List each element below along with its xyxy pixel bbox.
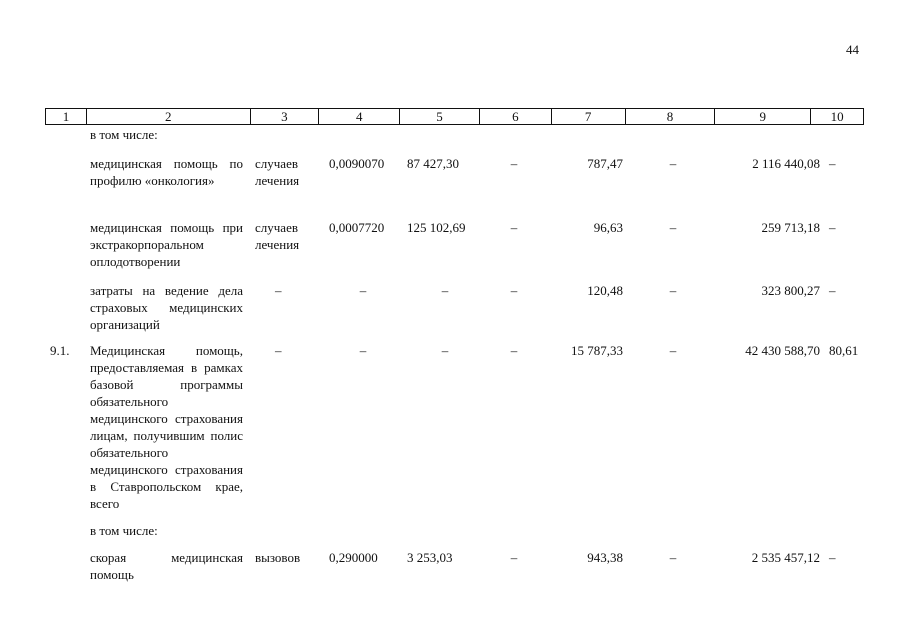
header-cell-9: 9 <box>715 109 811 124</box>
row-col9: 323 800,27 <box>761 283 820 298</box>
header-cell-7: 7 <box>552 109 626 124</box>
row-col5: 125 102,69 <box>407 220 466 235</box>
row-number: 9.1. <box>50 343 70 358</box>
row-col6: – <box>510 156 518 171</box>
row-col4: 0,0007720 <box>329 220 385 235</box>
row-col7: 15 787,33 <box>571 343 623 358</box>
row-col6: – <box>510 550 518 565</box>
row-col8: – <box>669 550 677 565</box>
row-col5: 87 427,30 <box>407 156 459 171</box>
row-col4: – <box>359 343 367 358</box>
row-col10: – <box>829 156 836 171</box>
row-col6: – <box>510 283 518 298</box>
row-col8: – <box>669 220 677 235</box>
row-col6: – <box>510 220 518 235</box>
row-unit: случаев лечения <box>255 156 300 188</box>
row-unit: вызовов <box>255 550 301 565</box>
row-name: в том числе: <box>90 523 158 538</box>
row-col9: 2 535 457,12 <box>751 550 820 565</box>
row-unit: – <box>275 283 282 298</box>
header-cell-8: 8 <box>626 109 716 124</box>
header-cell-10: 10 <box>830 109 844 124</box>
row-col10: – <box>829 283 836 298</box>
row-col4: 0,290000 <box>329 550 378 565</box>
row-col7: 787,47 <box>587 156 623 171</box>
row-col10: – <box>829 550 836 565</box>
row-name: затраты на ведение дела страховых медицинских организаций <box>90 283 243 332</box>
row-col8: – <box>669 343 677 358</box>
page-number: 44 <box>846 42 859 57</box>
row-col8: – <box>669 283 677 298</box>
row-col8: – <box>669 156 677 171</box>
row-col6: – <box>510 343 518 358</box>
row-col9: 259 713,18 <box>761 220 820 235</box>
row-name: скорая медицинская помощь <box>90 550 243 582</box>
row-col9: 42 430 588,70 <box>745 343 820 358</box>
row-col4: 0,0090070 <box>329 156 385 171</box>
header-cell-6: 6 <box>480 109 552 124</box>
row-name: в том числе: <box>90 127 158 142</box>
row-unit: – <box>275 343 282 358</box>
row-col7: 943,38 <box>587 550 623 565</box>
row-col9: 2 116 440,08 <box>752 156 820 171</box>
header-cell-2: 2 <box>87 109 251 124</box>
row-col5: – <box>441 343 449 358</box>
row-col4: – <box>359 283 367 298</box>
row-name: Медицинская помощь, предоставляемая в рамках базовой программы обязательного медицинского страхования лицам, получившим полис обязательного медицинского страхования в Ставропольском крае, всего <box>90 343 243 511</box>
header-cell-3: 3 <box>251 109 320 124</box>
row-col5: – <box>441 283 449 298</box>
row-col10: – <box>829 220 836 235</box>
header-cell-1: 1 <box>46 109 87 124</box>
header-cell-5: 5 <box>400 109 480 124</box>
row-unit: случаев лечения <box>255 220 300 252</box>
row-col7: 120,48 <box>587 283 623 298</box>
row-col10: 80,61 <box>829 343 859 358</box>
table-header-row <box>45 108 864 125</box>
row-name: медицинская помощь при экстракорпоральном оплодотворении <box>90 220 243 269</box>
row-name: медицинская помощь по профилю «онкология» <box>90 156 243 188</box>
row-col7: 96,63 <box>593 220 623 235</box>
header-cell-4: 4 <box>319 109 400 124</box>
row-col5: 3 253,03 <box>407 550 453 565</box>
